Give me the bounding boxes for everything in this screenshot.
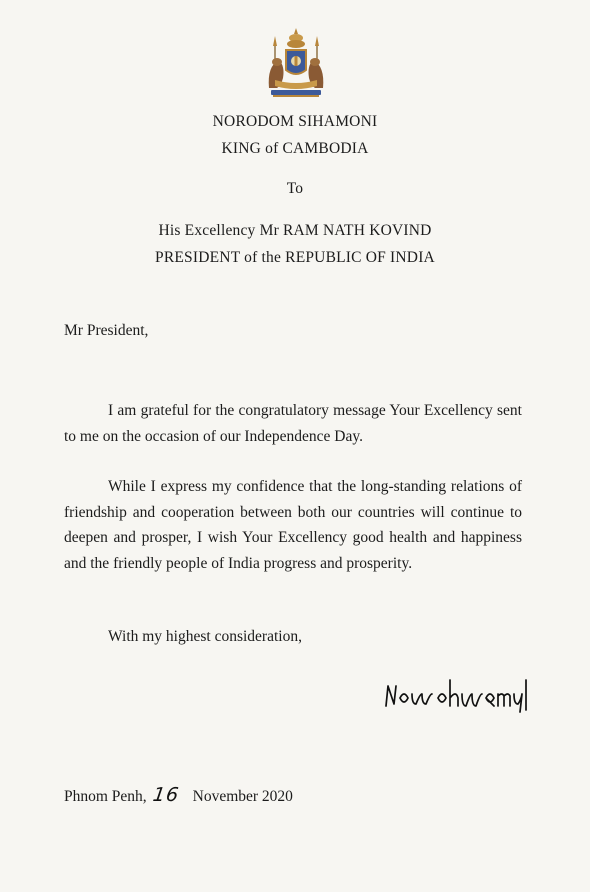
date-place: Phnom Penh, <box>64 788 147 805</box>
royal-coat-of-arms-icon <box>261 26 331 100</box>
sender-title: KING of CAMBODIA <box>221 140 369 157</box>
salutation: Mr President, <box>64 322 149 339</box>
handwritten-signature-icon <box>380 676 530 716</box>
date-line <box>64 784 293 806</box>
closing-line: With my highest consideration, <box>108 628 302 645</box>
to-label: To <box>286 180 304 197</box>
recipient-title: PRESIDENT of the REPUBLIC OF INDIA <box>155 249 435 266</box>
sender-name: NORODOM SIHAMONI <box>212 113 378 130</box>
recipient-name: His Excellency Mr RAM NATH KOVIND <box>158 222 432 239</box>
paragraph-wishes: While I express my confidence that the long-standing relations of friendship and cooperation between both our countries will continue to deepen and prosper, I wish Your Excellency good health and happiness and the friendly people of India progress and prosperity. <box>64 478 522 572</box>
date-month-year: November 2020 <box>192 788 293 805</box>
paragraph-gratitude: I am grateful for the congratulatory message Your Excellency sent to me on the occasion of our Independence Day. <box>64 402 522 445</box>
date-day: 16 <box>151 784 181 806</box>
